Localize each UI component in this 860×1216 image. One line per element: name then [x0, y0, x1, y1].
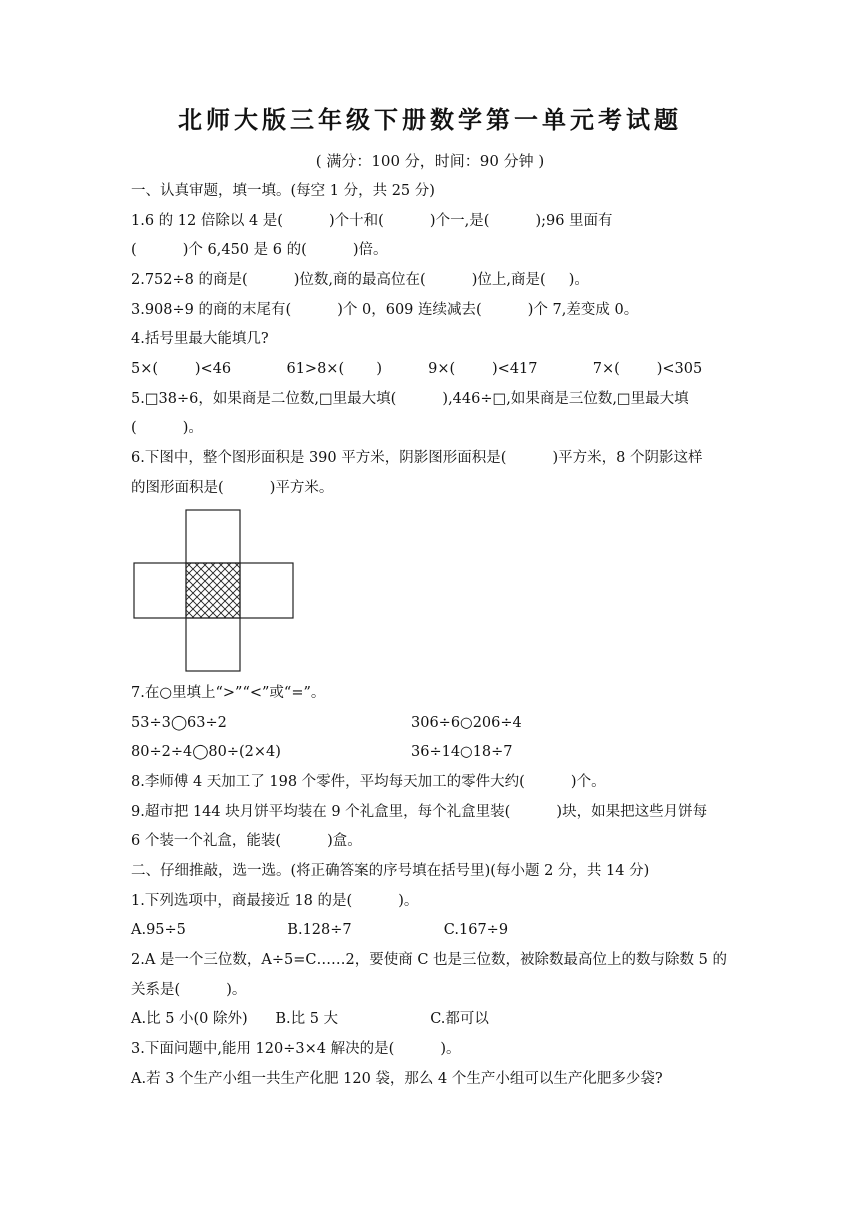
choice-question-2-line-1: 2.A 是一个三位数，A÷5=C……2，要使商 C 也是三位数，被除数最高位上的数与除数 5 的	[131, 952, 727, 968]
choice-question-3-option-a: A.若 3 个生产小组一共生产化肥 120 袋，那么 4 个生产小组可以生产化肥多少袋?	[131, 1071, 663, 1087]
question-2: 2.752÷8 的商是( )位数,商的最高位在( )位上,商是( )。	[131, 272, 589, 288]
question-3: 3.908÷9 的商的末尾有( )个 0，609 连续减去( )个 7,差变成 0。	[131, 302, 639, 318]
choice-question-2-line-2: 关系是( )。	[131, 982, 247, 998]
question-6-line-2: 的图形面积是( )平方米。	[131, 480, 334, 496]
question-4: 4.括号里最大能填几?	[131, 331, 269, 347]
question-7-item-a: 53÷3◯63÷2	[131, 715, 227, 731]
question-7-item-d: 36÷14○18÷7	[411, 744, 513, 760]
figure-right-square	[240, 563, 293, 618]
question-9-line-1: 9.超市把 144 块月饼平均装在 9 个礼盒里，每个礼盒里装( )块，如果把这些月饼每	[131, 804, 708, 820]
question-5-line-1: 5.□38÷6，如果商是二位数,□里最大填( ),446÷□,如果商是三位数,□里最大填	[131, 391, 689, 407]
figure-top-square	[186, 510, 240, 563]
figure-bottom-square	[186, 618, 240, 671]
question-1-line-2: ( )个 6,450 是 6 的( )倍。	[131, 242, 388, 258]
question-6-line-1: 6.下图中，整个图形面积是 390 平方米，阴影图形面积是( )平方米，8 个阴影这样	[131, 450, 703, 466]
choice-question-1-options: A.95÷5 B.128÷7 C.167÷9	[131, 922, 509, 938]
figure-left-square	[134, 563, 186, 618]
question-8: 8.李师傅 4 天加工了 198 个零件，平均每天加工的零件大约( )个。	[131, 774, 606, 790]
choice-question-1: 1.下列选项中，商最接近 18 的是( )。	[131, 893, 419, 909]
question-7-item-b: 306÷6○206÷4	[411, 715, 522, 731]
question-1-line-1: 1.6 的 12 倍除以 4 是( )个十和( )个一,是( );96 里面有	[131, 213, 613, 229]
cross-figure	[133, 509, 295, 673]
figure-shaded-center-square	[186, 563, 240, 618]
question-4-items: 5×( )<46 61>8×( ) 9×( )<417 7×( )<305	[131, 361, 703, 377]
choice-question-2-options: A.比 5 小(0 除外) B.比 5 大 C.都可以	[131, 1011, 489, 1027]
section1-header: 一、认真审题，填一填。(每空 1 分，共 25 分)	[131, 183, 435, 199]
question-5-line-2: ( )。	[131, 420, 203, 436]
section2-header: 二、仔细推敲，选一选。(将正确答案的序号填在括号里)(每小题 2 分，共 14 分)	[131, 863, 650, 879]
page-title: 北师大版三年级下册数学第一单元考试题	[178, 106, 682, 134]
question-9-line-2: 6 个装一个礼盒，能装( )盒。	[131, 833, 362, 849]
exam-info: ( 满分：100 分，时间：90 分钟 )	[315, 152, 545, 170]
question-7-item-c: 80÷2÷4◯80÷(2×4)	[131, 744, 281, 760]
choice-question-3: 3.下面问题中,能用 120÷3×4 解决的是( )。	[131, 1041, 461, 1057]
question-7: 7.在○里填上“>”“<”或“=”。	[131, 685, 326, 701]
